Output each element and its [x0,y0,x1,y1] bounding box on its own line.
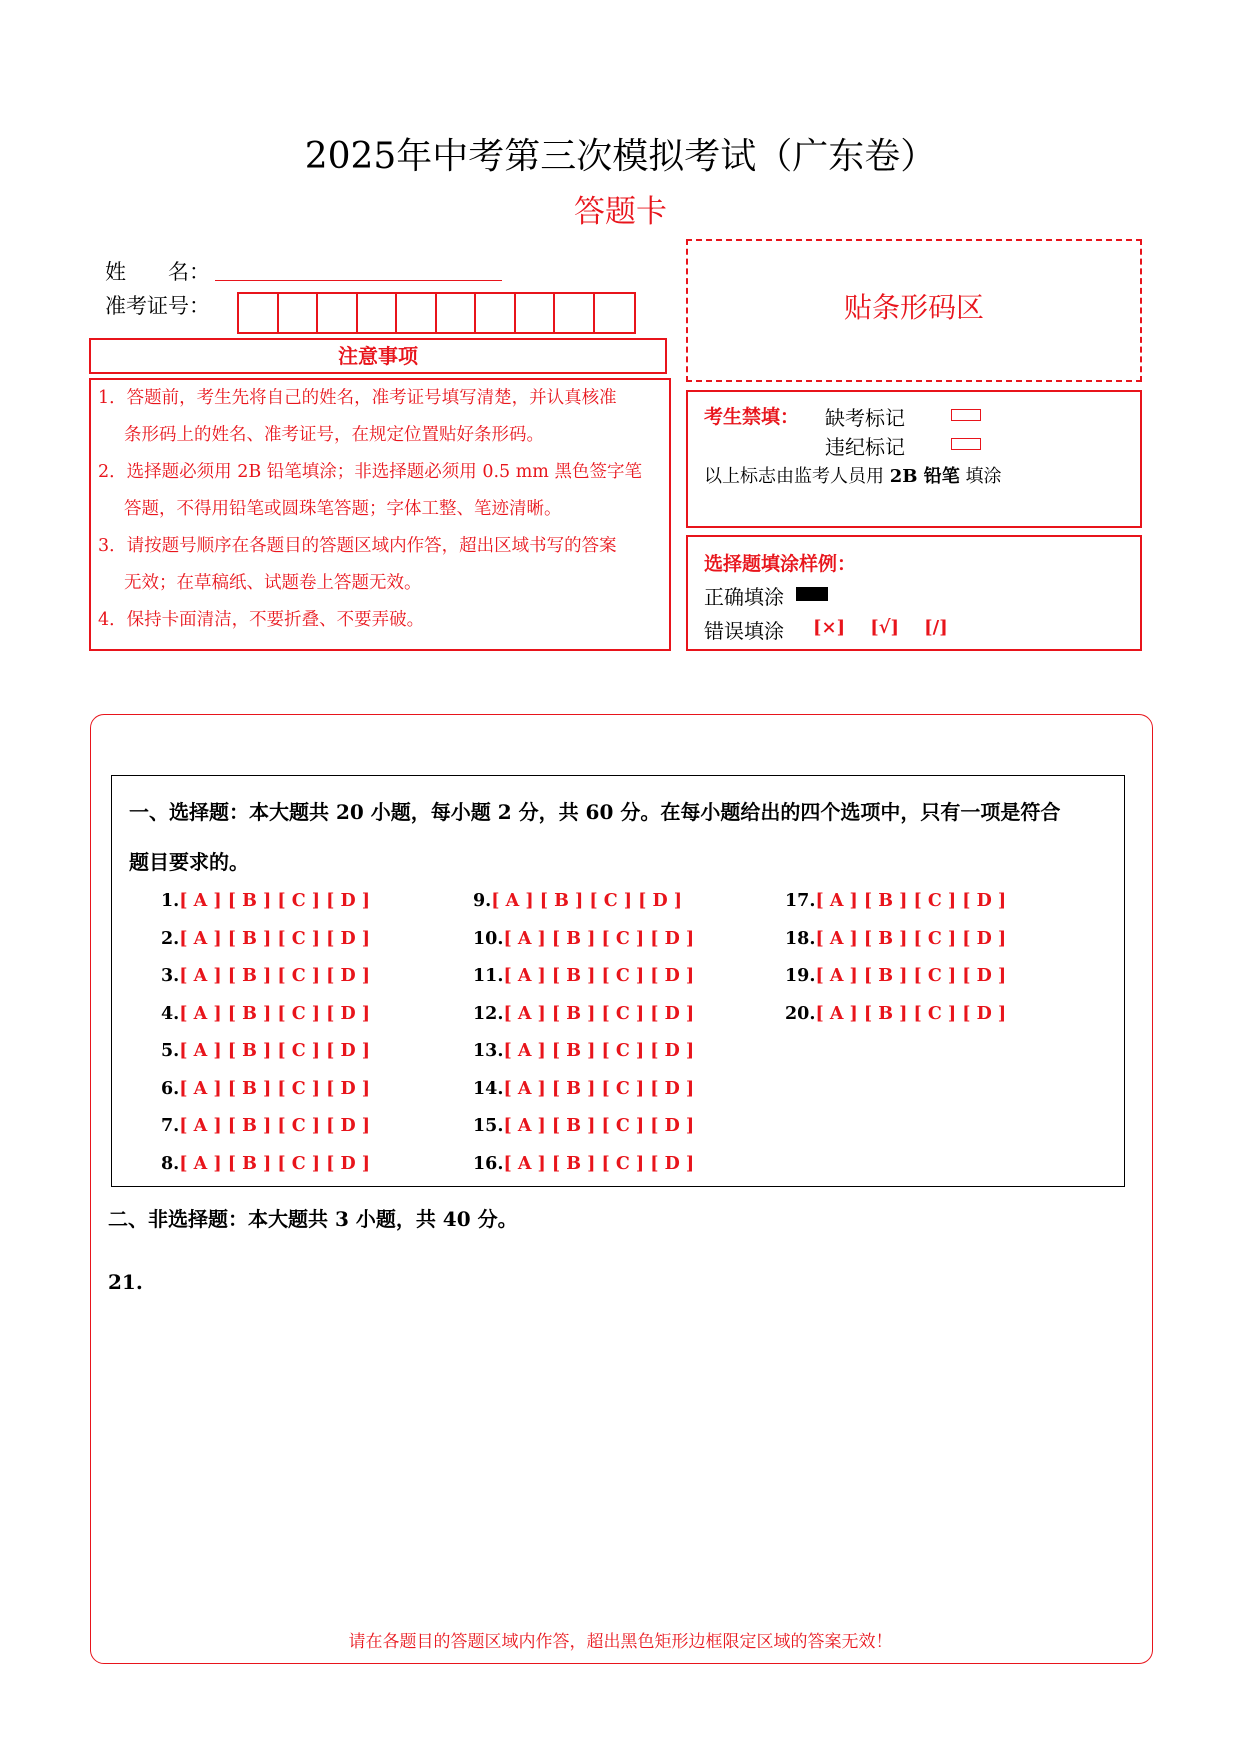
id-box[interactable] [437,294,477,332]
question-row[interactable] [161,1116,370,1136]
answer-options[interactable]: [ A ] [ B ] [ C ] [ D ] [179,1154,371,1174]
question-21-answer-area[interactable] [108,1305,1133,1605]
absent-label: 缺考标记 [825,406,905,430]
question-row[interactable] [161,1004,370,1024]
id-number-boxes[interactable] [237,292,636,334]
proctor-note-prefix: 以上标志由监考人员用 [704,466,884,487]
id-box[interactable] [595,294,635,332]
notice-item: 2．选择题必须用 2B 铅笔填涂；非选择题必须用 0.5 mm 黑色签字笔 [98,462,642,482]
answer-options[interactable]: [ A ] [ B ] [ C ] [ D ] [815,929,1007,949]
question-number: 15. [473,1116,504,1136]
proctor-note-bold: 2B 铅笔 [889,466,960,487]
notice-item: 4．保持卡面清洁，不要折叠、不要弄破。 [98,610,425,630]
question-number: 1. [161,891,180,911]
question-number: 5. [161,1041,180,1061]
answer-options[interactable]: [ A ] [ B ] [ C ] [ D ] [179,1041,371,1061]
question-row[interactable] [473,966,694,986]
question-row[interactable] [473,1116,694,1136]
proctor-note [704,462,1001,488]
question-number: 13. [473,1041,504,1061]
notice-item: 答题，不得用铅笔或圆珠笔答题；字体工整、笔迹清晰。 [124,499,562,519]
answer-options[interactable]: [ A ] [ B ] [ C ] [ D ] [815,966,1007,986]
name-field[interactable] [215,280,502,281]
name-label: 姓 名： [105,260,210,284]
question-number: 11. [473,966,504,986]
wrong-mark-x: [×] [813,617,846,638]
answer-options[interactable]: [ A ] [ B ] [ C ] [ D ] [491,891,683,911]
question-row[interactable] [473,1154,694,1174]
question-row[interactable] [473,1079,694,1099]
answer-options[interactable]: [ A ] [ B ] [ C ] [ D ] [503,1004,695,1024]
question-row[interactable] [473,929,694,949]
violation-label: 违纪标记 [825,435,905,459]
notice-title: 注意事项 [89,338,667,374]
section1-instructions: 一、选择题：本大题共 20 小题，每小题 2 分，共 60 分。在每小题给出的四个选项中，只有一项是符合 [129,800,1061,824]
answer-options[interactable]: [ A ] [ B ] [ C ] [ D ] [503,966,695,986]
question-number: 6. [161,1079,180,1099]
proctor-note-suffix: 填涂 [965,466,1002,487]
question-number: 10. [473,929,504,949]
id-box[interactable] [516,294,556,332]
question-row[interactable] [161,1154,370,1174]
question-row[interactable] [785,966,1006,986]
section2-title: 二、非选择题：本大题共 3 小题，共 40 分。 [108,1207,518,1231]
question-number: 4. [161,1004,180,1024]
answer-options[interactable]: [ A ] [ B ] [ C ] [ D ] [503,1154,695,1174]
barcode-area: 贴条形码区 [686,239,1142,382]
answer-options[interactable]: [ A ] [ B ] [ C ] [ D ] [503,1116,695,1136]
question-number: 9. [473,891,492,911]
page-title: 2025年中考第三次模拟考试（广东卷） [304,136,937,177]
question-row[interactable] [161,1079,370,1099]
answer-options[interactable]: [ A ] [ B ] [ C ] [ D ] [179,966,371,986]
page-subtitle: 答题卡 [574,194,667,230]
answer-options[interactable]: [ A ] [ B ] [ C ] [ D ] [815,1004,1007,1024]
proctor-only-label: 考生禁填： [704,406,800,428]
violation-mark-box[interactable] [951,438,981,450]
footer-warning: 请在各题目的答题区域内作答，超出黑色矩形边框限定区域的答案无效！ [348,1632,893,1652]
absent-mark-box[interactable] [951,409,981,421]
answer-options[interactable]: [ A ] [ B ] [ C ] [ D ] [179,929,371,949]
notice-item: 无效；在草稿纸、试题卷上答题无效。 [124,573,422,593]
section1-instructions-cont: 题目要求的。 [129,850,249,874]
question-row[interactable] [785,891,1006,911]
notice-item: 条形码上的姓名、准考证号，在规定位置贴好条形码。 [124,425,544,445]
id-box[interactable] [397,294,437,332]
question-number: 2. [161,929,180,949]
question-row[interactable] [473,891,682,911]
id-box[interactable] [318,294,358,332]
answer-options[interactable]: [ A ] [ B ] [ C ] [ D ] [815,891,1007,911]
question-row[interactable] [473,1004,694,1024]
id-box[interactable] [476,294,516,332]
id-box[interactable] [555,294,595,332]
question-row[interactable] [161,891,370,911]
question-number: 3. [161,966,180,986]
id-label: 准考证号： [105,294,210,318]
answer-options[interactable]: [ A ] [ B ] [ C ] [ D ] [179,891,371,911]
question-row[interactable] [785,929,1006,949]
answer-options[interactable]: [ A ] [ B ] [ C ] [ D ] [503,929,695,949]
wrong-mark-check: [√] [870,617,900,638]
question-row[interactable] [161,966,370,986]
sample-title: 选择题填涂样例： [704,553,857,575]
question-number: 20. [785,1004,816,1024]
id-box[interactable] [239,294,279,332]
wrong-mark-slash: [/] [924,617,948,638]
answer-options[interactable]: [ A ] [ B ] [ C ] [ D ] [503,1079,695,1099]
wrong-label: 错误填涂 [704,619,784,643]
id-box[interactable] [279,294,319,332]
answer-options[interactable]: [ A ] [ B ] [ C ] [ D ] [179,1079,371,1099]
answer-options[interactable]: [ A ] [ B ] [ C ] [ D ] [179,1004,371,1024]
filled-mark-sample [796,587,828,601]
wrong-marks [813,617,948,638]
answer-options[interactable]: [ A ] [ B ] [ C ] [ D ] [179,1116,371,1136]
question-number: 14. [473,1079,504,1099]
question-row[interactable] [785,1004,1006,1024]
question-row[interactable] [161,1041,370,1061]
question-number: 18. [785,929,816,949]
question-21-number: 21. [108,1270,143,1294]
question-number: 7. [161,1116,180,1136]
answer-options[interactable]: [ A ] [ B ] [ C ] [ D ] [503,1041,695,1061]
question-row[interactable] [473,1041,694,1061]
notice-item: 3．请按题号顺序在各题目的答题区域内作答，超出区域书写的答案 [98,536,617,556]
question-number: 17. [785,891,816,911]
question-number: 8. [161,1154,180,1174]
id-box[interactable] [358,294,398,332]
question-number: 12. [473,1004,504,1024]
question-row[interactable] [161,929,370,949]
notice-item: 1．答题前，考生先将自己的姓名，准考证号填写清楚，并认真核准 [98,388,617,408]
correct-label: 正确填涂 [704,585,784,609]
question-number: 19. [785,966,816,986]
question-number: 16. [473,1154,504,1174]
